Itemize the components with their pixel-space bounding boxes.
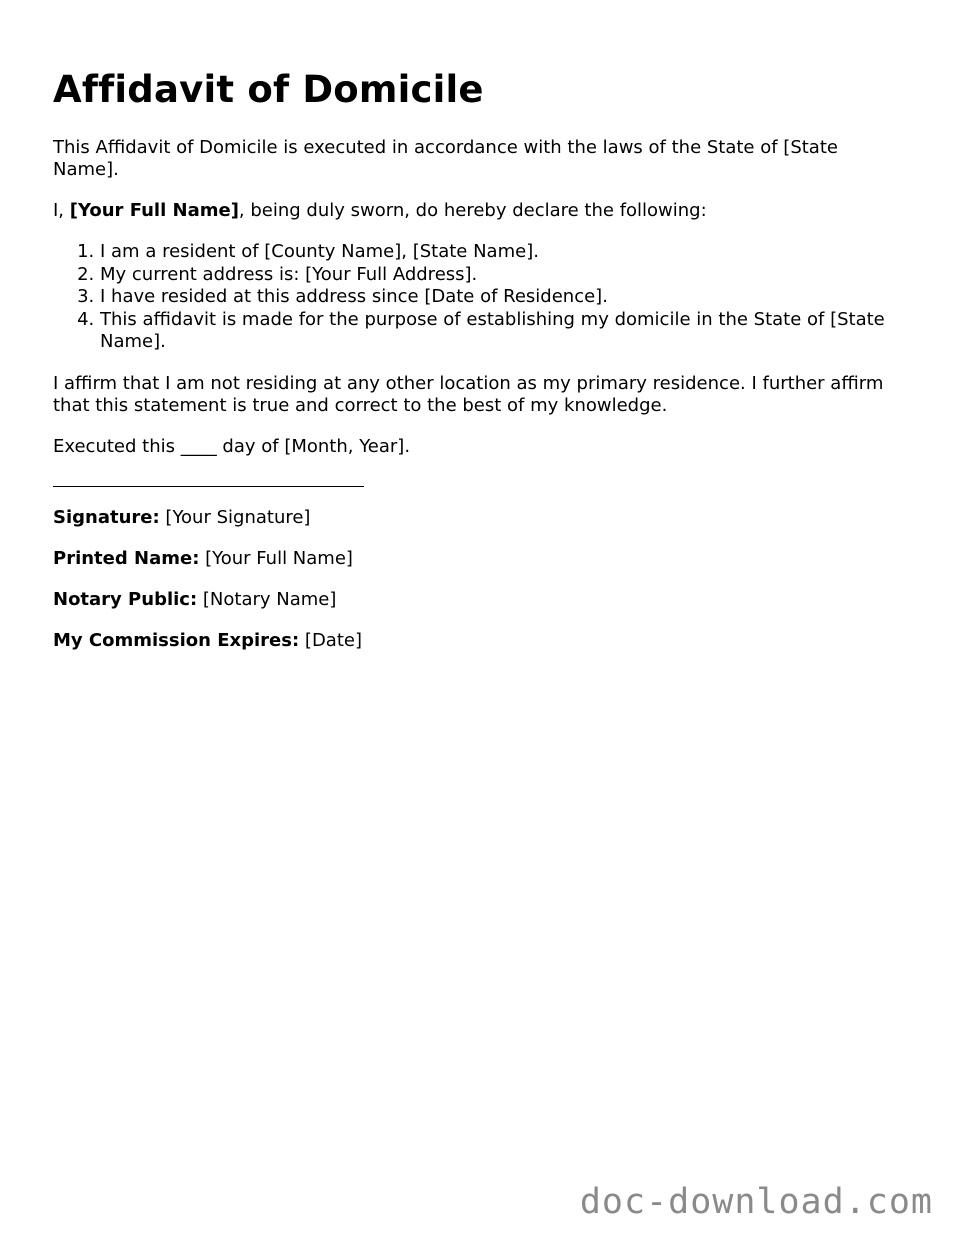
declaration-suffix: , being duly sworn, do hereby declare the following: xyxy=(238,200,707,221)
notary-public-field xyxy=(53,589,893,611)
declarant-name-placeholder: [Your Full Name] xyxy=(69,200,239,221)
affidavit-document xyxy=(53,66,893,652)
printed-name-field xyxy=(53,548,893,570)
list-item: 4. This affidavit is made for the purpose of establishing my domicile in the State of [State Name]. xyxy=(100,309,893,354)
field-label: Signature: xyxy=(53,506,160,528)
signature-line xyxy=(53,486,364,487)
field-value: [Notary Name] xyxy=(202,588,337,610)
affirmation-paragraph: I affirm that I am not residing at any other location as my primary residence. I further affirm that this statement is true and correct to the best of my knowledge. xyxy=(53,372,884,416)
field-label: Printed Name: xyxy=(53,547,200,569)
list-item: 1. I am a resident of [County Name], [State Name]. xyxy=(100,241,893,264)
field-label: Notary Public: xyxy=(53,588,198,610)
declaration-paragraph xyxy=(53,200,893,222)
declaration-prefix: I, xyxy=(53,200,70,221)
executed-line: Executed this ____ day of [Month, Year]. xyxy=(53,435,411,457)
field-value: [Date] xyxy=(304,629,362,651)
list-item: 2. My current address is: [Your Full Address]. xyxy=(100,264,893,287)
commission-expires-field xyxy=(53,630,893,652)
statements-list xyxy=(53,241,893,354)
field-label: My Commission Expires: xyxy=(53,629,300,651)
list-item: 3. I have resided at this address since [Date of Residence]. xyxy=(100,286,893,309)
watermark: doc-download.com xyxy=(579,1182,933,1222)
field-value: [Your Signature] xyxy=(165,506,311,528)
document-title: Affidavit of Domicile xyxy=(53,68,484,111)
signature-field xyxy=(53,507,893,529)
field-value: [Your Full Name] xyxy=(205,547,353,569)
intro-paragraph: This Affidavit of Domicile is executed in accordance with the laws of the State of [State Name]. xyxy=(53,137,838,180)
